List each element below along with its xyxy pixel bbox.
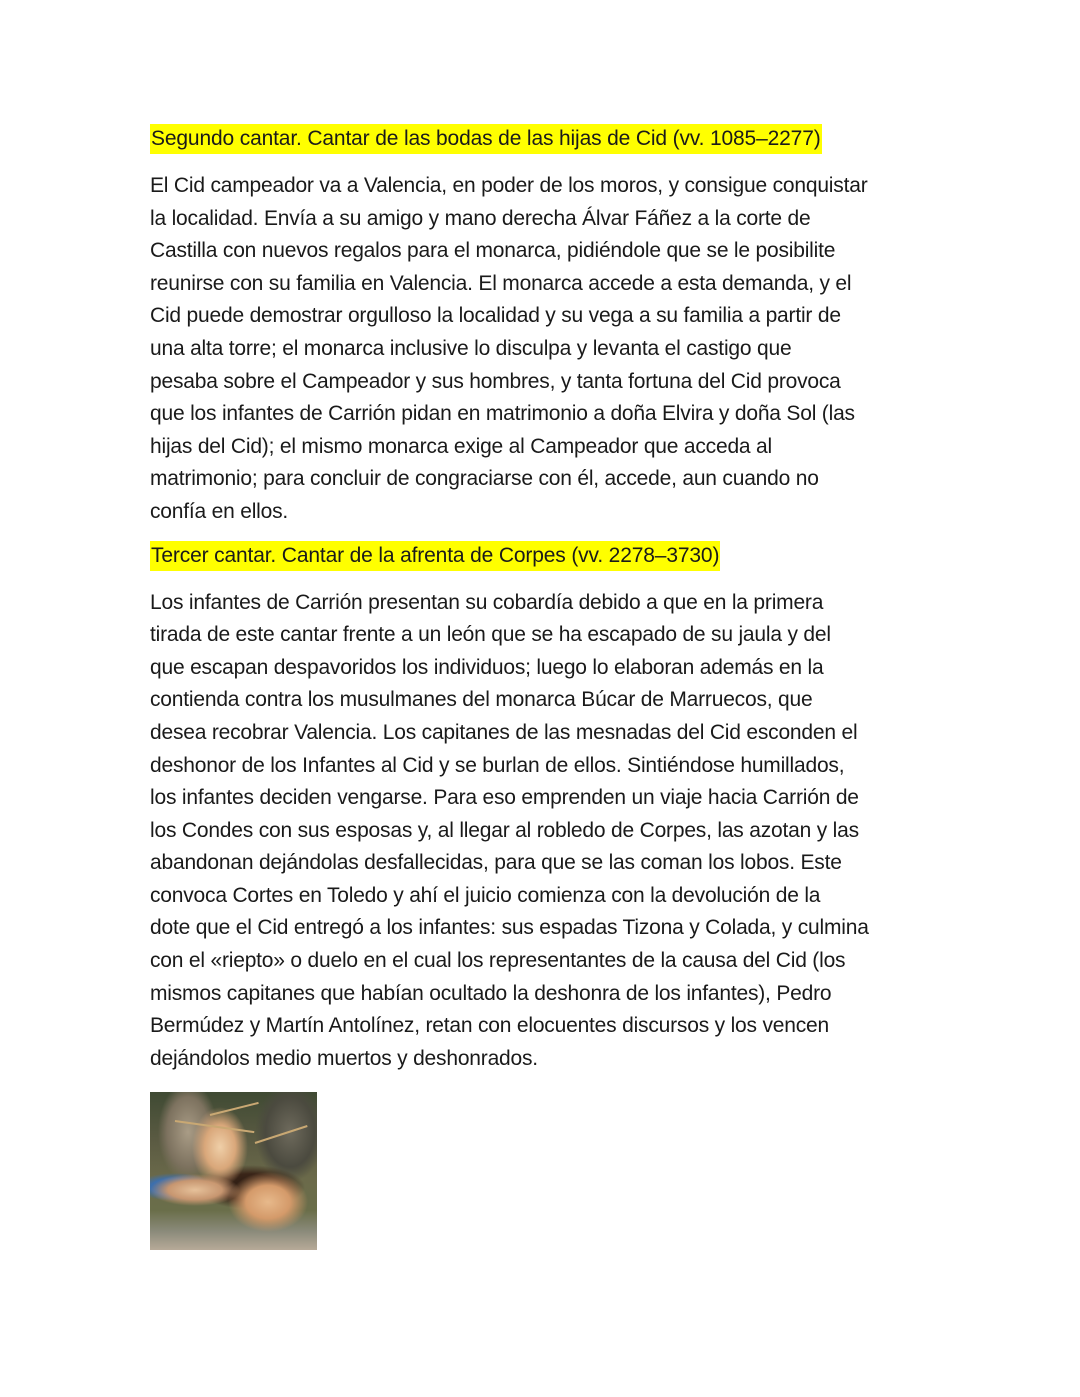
text-line: Castilla con nuevos regalos para el monarca, pidiéndole que se le posibilite <box>150 239 836 263</box>
text-line: Bermúdez y Martín Antolínez, retan con elocuentes discursos y los vencen <box>150 1014 829 1038</box>
text-line: El Cid campeador va a Valencia, en poder de los moros, y consigue conquistar <box>150 174 868 197</box>
rope-detail <box>175 1120 254 1133</box>
text-line: reunirse con su familia en Valencia. El monarca accede a esta demanda, y el <box>150 271 852 295</box>
text-line: una alta torre; el monarca inclusive lo disculpa y levanta el castigo que <box>150 336 792 360</box>
text-line: que escapan despavoridos los individuos; luego lo elaboran además en la <box>150 655 824 679</box>
paragraph-segundo-cantar <box>150 170 940 529</box>
text-line: los Condes con sus esposas y, al llegar al robledo de Corpes, las azotan y las <box>150 818 859 842</box>
text-line: contienda contra los musulmanes del monarca Búcar de Marruecos, que <box>150 688 813 712</box>
text-line: Los infantes de Carrión presentan su cobardía debido a que en la primera <box>150 590 824 614</box>
text-line: abandonan dejándolas desfallecidas, para que se las coman los lobos. Este <box>150 851 842 875</box>
section-heading-highlighted: Segundo cantar. Cantar de las bodas de las hijas de Cid (vv. 1085–2277) <box>150 124 822 154</box>
text-line: tirada de este cantar frente a un león que se ha escapado de su jaula y del <box>150 623 831 647</box>
text-line: mismos capitanes que habían ocultado la deshonra de los infantes), Pedro <box>150 981 832 1005</box>
text-line: deshonor de los Infantes al Cid y se burlan de ellos. Sintiéndose humillados, <box>150 753 845 777</box>
rope-detail <box>210 1102 259 1116</box>
paragraph-tercer-cantar <box>150 587 940 1076</box>
section-tercer-cantar <box>150 541 940 571</box>
text-line: pesaba sobre el Campeador y sus hombres, y tanta fortuna del Cid provoca <box>150 369 841 393</box>
text-line: Cid puede demostrar orgulloso la localidad y su vega a su familia a partir de <box>150 304 841 328</box>
text-line: dote que el Cid entregó a los infantes: sus espadas Tizona y Colada, y culmina <box>150 916 869 940</box>
text-line: desea recobrar Valencia. Los capitanes de las mesnadas del Cid esconden el <box>150 720 858 744</box>
rope-detail <box>255 1125 308 1144</box>
text-line: que los infantes de Carrión pidan en matrimonio a doña Elvira y doña Sol (las <box>150 402 855 426</box>
text-line: convoca Cortes en Toledo y ahí el juicio comienza con la devolución de la <box>150 883 821 907</box>
text-line: los infantes deciden vengarse. Para eso emprenden un viaje hacia Carrión de <box>150 786 859 810</box>
text-line: dejándolos medio muertos y deshonrados. <box>150 1046 538 1070</box>
painting-image <box>150 1092 317 1250</box>
text-line: matrimonio; para concluir de congraciarse con él, accede, aun cuando no <box>150 467 819 491</box>
text-line: la localidad. Envía a su amigo y mano derecha Álvar Fáñez a la corte de <box>150 206 811 230</box>
section-heading-highlighted: Tercer cantar. Cantar de la afrenta de Corpes (vv. 2278–3730) <box>150 541 720 571</box>
text-line: hijas del Cid); el mismo monarca exige al Campeador que acceda al <box>150 434 772 458</box>
text-line: confía en ellos. <box>150 499 289 523</box>
text-line: con el «riepto» o duelo en el cual los representantes de la causa del Cid (los <box>150 949 846 973</box>
document-page <box>150 124 940 1087</box>
section-segundo-cantar <box>150 124 940 154</box>
